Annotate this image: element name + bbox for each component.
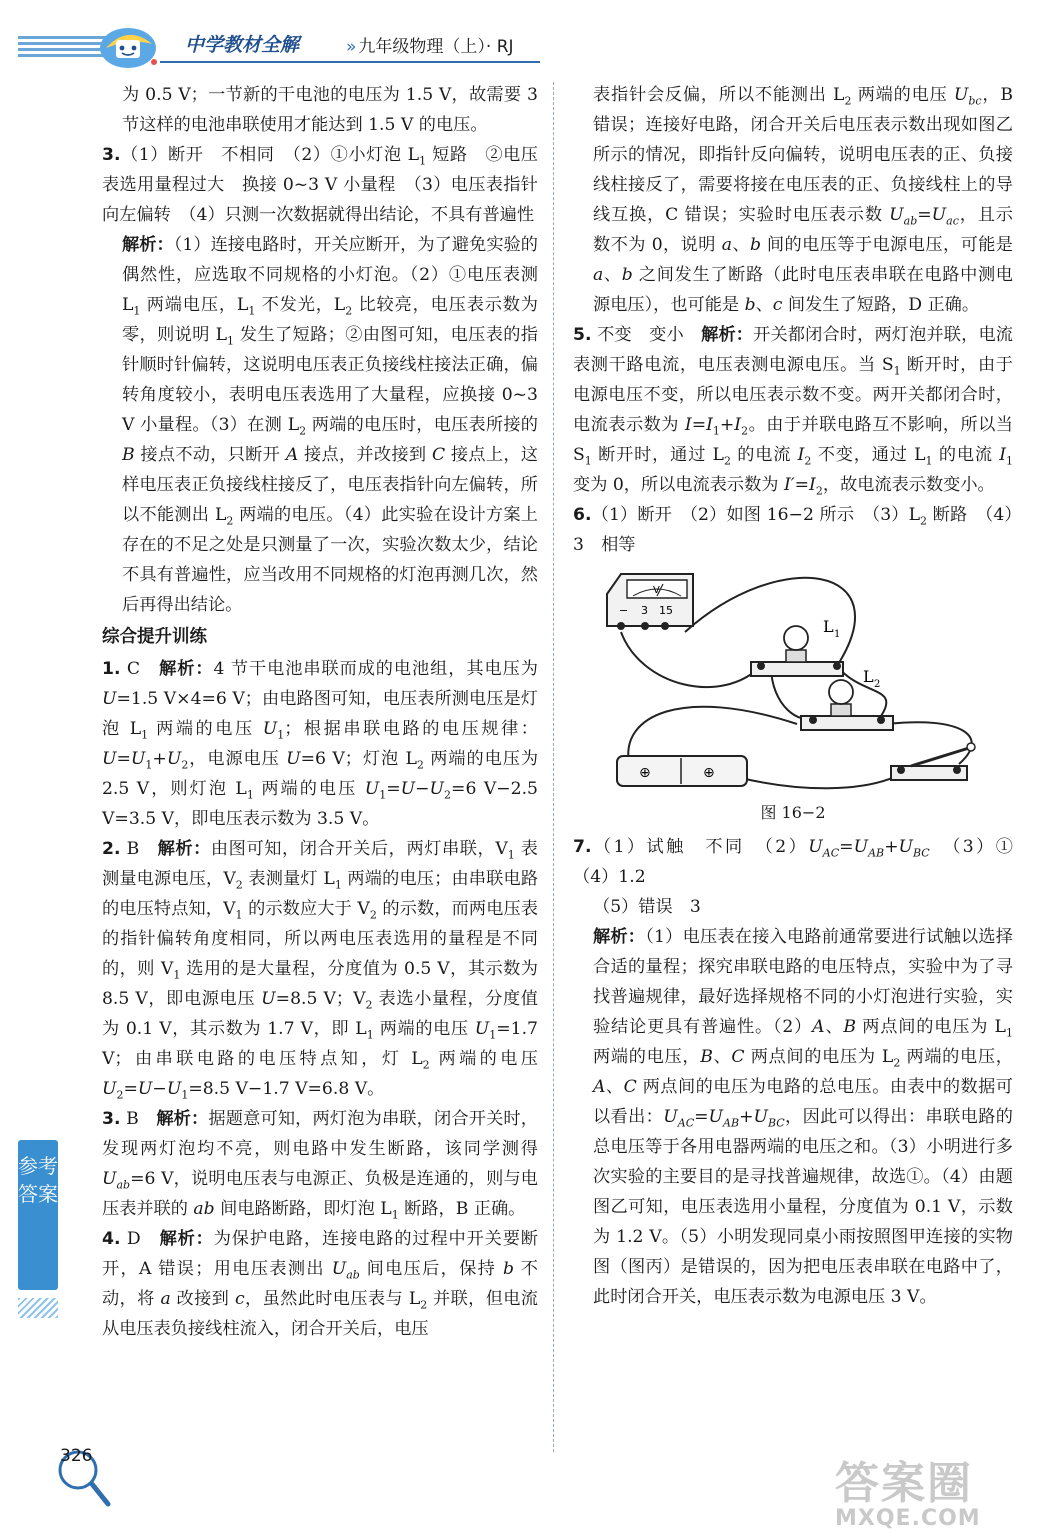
- continued-explanation-4: 表指针会反偏，所以不能测出 $L_2$ 两端的电压 $U_{bc}$，B 错误；连接好电路，闭合开关后电压表示数出现如图乙所示的情况，即指针反向偏转，说明电压表的正、负接线柱接反了，需要将接在电压表的正、负接线柱上的导线互换，C 错误；实验时电压表示数 $U_{ab}=U_{ac}$，且示数不为 0，说明 a、b 间的电压等于电源电压，可能是 a、b 之间发生了断路（此时电压表串联在电路中测电源电压），也可能是 b、c 间发生了短路，D 正确。: [593, 85, 1013, 315]
- subject-label: » 九年级物理（上）· RJ: [346, 37, 514, 57]
- explanation-7: 解析：（1）电压表在接入电路前通常要进行试触以选择合适的量程；探究串联电路的电压特点，实验中为了寻找普遍规律，最好选择规格不同的小灯泡进行实验，实验结论更具有普遍性。（2）A、B 两点间的电压为 $L_1$ 两端的电压，B、C 两点间的电压为 $L_2$ 两端的电压，A、C 两点间的电压为电路的总电压。由表中的数据可以看出：$U_{AC}=U_{AB}+U_{BC}$，因此可以得出：串联电路的总电压等于各用电器两端的电压之和。（3）小明进行多次实验的主要目的是寻找普遍规律，故选①。（4）由题图乙可知，电压表选用小量程，分度值为 0.1 V，示数为 1.2 V。（5）小明发现同桌小雨按照图甲连接的实物图（图丙）是错误的，因为把电压表串联在电路中了，此时闭合开关，电压表示数为电源电压 3 V。: [593, 927, 1013, 1307]
- circuit-figure: [601, 566, 1001, 798]
- answer-item-5: 5. 不变 变小 解析：开关都闭合时，两灯泡并联，电流表测干路电流，电压表测电源电压。当 $S_1$ 断开时，由于电源电压不变，所以电压表示数不变。两开关都闭合时，电流表示数为 $I=I_1+I_2$。由于并联电路互不影响，所以当 $S_1$ 断开时，通过 $L_2$ 的电流 $I_2$ 不变，通过 $L_1$ 的电流 $I_1$ 变为 0，所以电流表示数为 $I'=I_2$，故电流表示数变小。: [573, 325, 1013, 498]
- circuit-diagram: [601, 566, 1001, 798]
- cell-2-symbol: ⊕: [703, 765, 715, 781]
- watermark-logo-text: 答案圈: [835, 1458, 973, 1509]
- answer-item-3: 3.（1）断开 不相同 （2）①小灯泡 $L_1$ 短路 ②电压表选用量程过大 换接 0~3 V 小量程 （3）电压表指针向左偏转 （4）只测一次数据就得出结论，不具有普遍性: [102, 145, 538, 225]
- double-chevron-icon: »: [346, 37, 357, 57]
- side-tab: [18, 1140, 58, 1290]
- watermark: [835, 1460, 1035, 1530]
- terminal-3-label: 3: [641, 604, 648, 617]
- page-number: 326: [60, 1446, 93, 1466]
- answer-item-3b: 3. B 解析：据题意可知，两灯泡为串联，闭合开关时，发现两灯泡均不亮，则电路中发生断路，该同学测得 $U_{ab}=6$ V，说明电压表与电源正、负极是连通的，则与电压表并联的 ab 间电路断路，即灯泡 $L_1$ 断路，B 正确。: [102, 1109, 538, 1222]
- svg-text:1: 1: [834, 629, 841, 640]
- left-column: [102, 80, 538, 1344]
- answer-item-6: 6.（1）断开 （2）如图 16−2 所示 $(3)L_2$ 断路 （4）3 相等: [573, 505, 1014, 555]
- side-tab-label: 参考答案: [18, 1154, 58, 1206]
- answer-item-7-cont: （5）错误 3: [593, 897, 701, 917]
- terminal-minus-label: −: [619, 604, 629, 617]
- voltmeter-icon: [607, 574, 693, 630]
- l2-label: L: [863, 667, 874, 686]
- explanation-3: 解析：（1）连接电路时，开关应断开，为了避免实验的偶然性，应选取不同规格的小灯泡。（2）①电压表测 $L_1$ 两端电压，$L_1$ 不发光，$L_2$ 比较亮，电压表示数为零，则说明 $L_1$ 发生了短路；②由图可知，电压表的指针顺时针偏转，这说明电压表正负接线柱接法正确，偏转角度较小，表明电压表选用了大量程，应换接 0~3 V 小量程。（3）在测 $L_2$ 两端的电压时，电压表所接的 B 接点不动，只断开 A 接点，并改接到 C 接点上，这样电压表正负接线柱接反了，电压表指针向左偏转，所以不能测出 $L_2$ 两端的电压。（4）此实验在设计方案上存在的不足之处是只测量了一次，实验次数太少，结论不具有普遍性，应当改用不同规格的灯泡再测几次，然后再得出结论。: [122, 235, 538, 615]
- battery-icon: [617, 756, 747, 786]
- answer-item-2: 2. B 解析：由图可知，闭合开关后，两灯串联，$V_1$ 表测量电源电压，$V_2$ 表测量灯 $L_1$ 两端的电压；由串联电路的电压特点知，$V_1$ 的示数应大于 $V_2$ 的示数，而两电压表的指针偏转角度相同，所以两电压表选用的量程是不同的，则 $V_1$ 选用的是大量程，分度值为 0.5 V，其示数为 8.5 V，即电源电压 U=8.5 V；$V_2$ 表选小量程，分度值为 0.1 V，其示数为 1.7 V，即 $L_1$ 两端的电压 $U_1=1.7$ V；由串联电路的电压特点知，灯 $L_2$ 两端的电压 $U_2=U-U_1=8.5$ V−1.7 V=6.8 V。: [102, 839, 539, 1102]
- watermark-url: MXQE.COM: [835, 1506, 981, 1531]
- lamp-l1-icon: [751, 617, 843, 676]
- section-title: 综合提升训练: [102, 627, 207, 647]
- figure-caption: 图 16−2: [760, 803, 826, 822]
- book-title: 中学教材全解: [185, 34, 300, 56]
- side-tab-hatch: [18, 1298, 58, 1318]
- book-logo-icon: [92, 18, 162, 72]
- terminal-15-label: 15: [659, 604, 673, 617]
- answer-item-4: 4. D 解析：为保护电路，连接电路的过程中开关要断开，A 错误；用电压表测出 $U_{ab}$ 间电压后，保持 b 不动，将 a 改接到 c，虽然此时电压表与 $L_2$ 并联，但电流从电压表负接线柱流入，闭合开关后，电压: [102, 1229, 538, 1339]
- page-header: [0, 0, 1050, 80]
- right-column: [573, 80, 1031, 1312]
- svg-text:2: 2: [874, 679, 881, 690]
- cell-1-symbol: ⊕: [639, 765, 651, 781]
- l1-label: L: [823, 617, 834, 636]
- column-divider: [553, 82, 554, 1452]
- answer-item-1: 1. C 解析：4 节干电池串联而成的电池组，其电压为 U=1.5 V×4=6 V；由电路图可知，电压表所测电压是灯泡 $L_1$ 两端的电压 $U_1$；根据串联电路的电压规律：$U=U_1+U_2$，电源电压 U=6 V；灯泡 $L_2$ 两端的电压为 2.5 V，则灯泡 $L_1$ 两端的电压 $U_1=U-U_2=6$ V−2.5 V=3.5 V，即电压表示数为 3.5 V。: [102, 659, 539, 829]
- intro-paragraph: 为 0.5 V；一节新的干电池的电压为 1.5 V，故需要 3 节这样的电池串联使用才能达到 1.5 V 的电压。: [122, 85, 538, 135]
- meter-label: V: [653, 585, 660, 596]
- answer-item-7: 7.（1）试触 不同 $(2)U_{AC}=U_{AB}+U_{BC}$ （3）① （4）1.2: [573, 837, 1031, 887]
- header-rule: [160, 61, 540, 63]
